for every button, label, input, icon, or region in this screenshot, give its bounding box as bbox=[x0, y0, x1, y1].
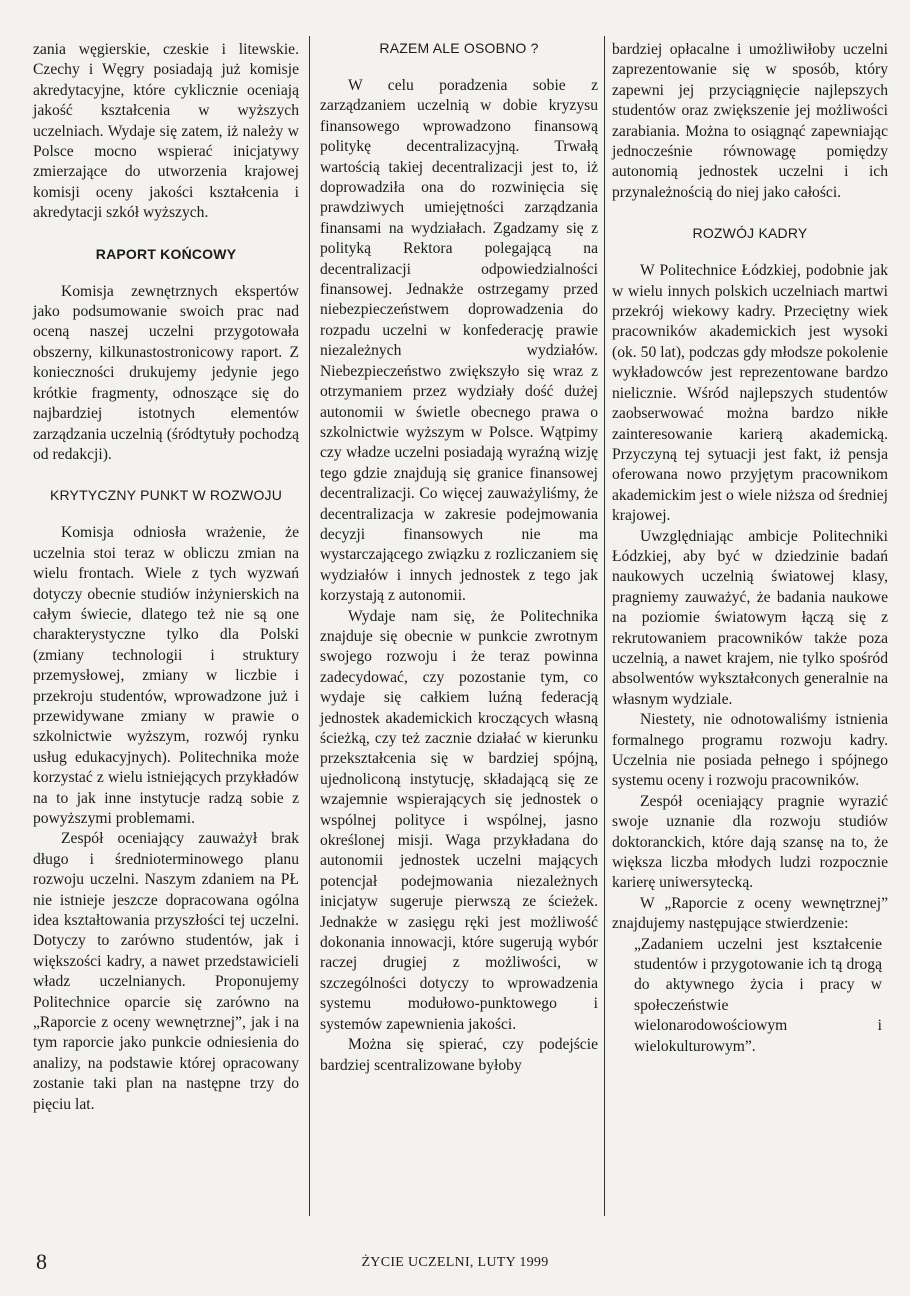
paragraph: W „Raporcie z oceny wewnętrznej” znajdujemy następujące stwierdzenie: bbox=[612, 894, 888, 933]
section-heading: KRYTYCZNY PUNKT W ROZWOJU bbox=[49, 487, 283, 504]
paragraph: Można się spierać, czy podejście bardziej scentralizowane byłoby bbox=[320, 1036, 598, 1074]
paragraph: W Politechnice Łódzkiej, podobnie jak w wielu innych polskich uczelniach martwi przekrój wiekowy kadry. Przeciętny wiek pracowników akademickich jest wysoki (ok. 50 lat), podczas gdy młodsze pokolenie wykładowców jest reprezentowane bardzo nielicznie. Wśród najlepszych studentów zaobserwować można bardzo nikłe zainteresowanie karierą akademicką. Przyczyną tej sytuacji jest fakt, iż pensja oferowana nowo przyjętym pracownikom akademickim jest o wiele niższa od średniej krajowej. bbox=[612, 262, 888, 525]
section-heading: RAPORT KOŃCOWY bbox=[95, 245, 237, 262]
journal-issue: ŻYCIE UCZELNI, LUTY 1999 bbox=[361, 1255, 549, 1270]
column-divider bbox=[309, 36, 310, 1216]
paragraph: W celu poradzenia sobie z zarządzaniem uczelnią w dobie kryzysu finansowego wprowadzono finansową politykę decentralizacyjną. Trwałą wartością takiej decentralizacji jest to, iż doprowadziła ona do rozwinięcia się prawdziwych umiejętności zarządzania finansami na wydziałach. Zgadzamy się z polityką Rektora polegającą na decentralizacji odpowiedzialności finansowej. Jednakże ostrzegamy przed niebezpieczeństwem doprowadzenia do rozpadu uczelni w konfederację prawie niezależnych wydziałów. Niebezpieczeństwo zwiększyło się wraz z otrzymaniem przez wydziały dość dużej autonomii w świetle obecnego prawa o szkolnictwie wyższym w Polsce. Wątpimy czy władze uczelni posiadają wyraźną wizję tego gdzie znajdują się granice finansowej decentralizacji. Co więcej zauważyliśmy, że decentralizacja w zakresie podejmowania decyzji finansowych nie ma wystarczającego związku z rozliczaniem się wydziałów i innych jednostek z tego jak korzystają z autonomii. bbox=[320, 77, 598, 605]
column-divider bbox=[604, 36, 605, 1216]
section-heading: ROZWÓJ KADRY bbox=[692, 225, 808, 242]
paragraph: Zespół oceniający zauważył brak długo i średnioterminowego planu rozwoju uczelni. Naszym zdaniem na PŁ nie istnieje jeszcze dopracowana ogólna idea kształtowania przyszłości tej uczelni. Dotyczy to zarówno studentów, jak i większości kadry, a nawet przedstawicieli władz uczelnianych. Proponujemy Politechnice oparcie się zarówno na „Raporcie z oceny wewnętrznej”, jak i na tym raporcie jako punkcie odniesienia do analizy, na podstawie której opracowany zostanie taki plan na następne trzy do pięciu lat. bbox=[33, 830, 299, 1113]
column-right bbox=[612, 40, 888, 1057]
column-left bbox=[33, 40, 299, 1115]
quotation: „Zadaniem uczelni jest kształcenie studentów i przygotowanie ich tą drogą do aktywnego życia i pracy w społeczeństwie wielonarodowościowym i wielokulturowym”. bbox=[634, 935, 882, 1055]
paragraph: Uwzględniając ambicje Politechniki Łódzkiej, aby być w dziedzinie badań naukowych uczelnią światowej klasy, pragniemy zauważyć, że badania naukowe na poziomie światowym łączą się z rekrutowaniem pracowników także poza uczelnią, a nawet krajem, nie tylko spośród absolwentów wykształconych generalnie na własnym wydziale. bbox=[612, 527, 888, 708]
column-middle bbox=[320, 40, 598, 1076]
paragraph: bardziej opłacalne i umożliwiłoby uczelni zaprezentowanie się w sposób, który zapewni jej przyciągnięcie najlepszych studentów oraz zwiększenie jej możliwości zarabiania. Można to osiągnąć zapewniając jednocześnie równowagę pomiędzy autonomią jednostek uczelni i ich przynależnością do niej jako całości. bbox=[612, 41, 888, 201]
paragraph: Niestety, nie odnotowaliśmy istnienia formalnego programu rozwoju kadry. Uczelnia nie posiada pełnego i spójnego systemu oceny i rozwoju pracowników. bbox=[612, 711, 888, 790]
section-heading: RAZEM ALE OSOBNO ? bbox=[379, 40, 539, 56]
paragraph: Komisja odniosła wrażenie, że uczelnia stoi teraz w obliczu zmian na wielu frontach. Wiele z tych wyzwań dotyczy obecnie studiów inżynierskich na całym świecie, dlatego też nie są one charakterystyczne tylko dla Polski (zmiany technologii i struktury przemysłowej, zmiany w liczbie i przekroju studentów, wprowadzone już i przewidywane zmiany w prawie o szkolnictwie wyższym, rozwój rynku usług edukacyjnych). Politechnika może korzystać z wielu istniejących przykładów na to jak inne instytucje radzą sobie z powyższymi problemami. bbox=[33, 524, 299, 827]
page-number: 8 bbox=[36, 1249, 47, 1274]
paragraph: Zespół oceniający pragnie wyrazić swoje uznanie dla rozwoju studiów doktoranckich, które dają szansę na to, że większa liczba młodych ludzi rozpocznie karierę uniwersytecką. bbox=[612, 792, 888, 892]
paragraph: Komisja zewnętrznych ekspertów jako podsumowanie swoich prac nad oceną naszej uczelni przygotowała obszerny, kilkunastostronicowy raport. Z konieczności drukujemy jedynie jego krótkie fragmenty, odnoszące się do najbardziej istotnych elementów zarządzania uczelnią (śródtytuły pochodzą od redakcji). bbox=[33, 282, 299, 463]
paragraph: Wydaje nam się, że Politechnika znajduje się obecnie w punkcie zwrotnym swojego rozwoju i że teraz powinna zadecydować, czy pozostanie tym, co wydaje się całkiem luźną federacją jednostek akademickich kroczących własną ścieżką, czy też zacznie działać w kierunku przekształcenia się w bardziej spójną, ujednoliconą instytucję, składającą się ze wzajemnie wspierających się jednostek o wspólnej polityce i wspólnej, jasno określonej misji. Waga przykładana do autonomii jednostek uczelni mających potencjał podejmowania niezależnych inicjatyw sugeruje pierwszą ze ścieżek. Jednakże w zasięgu ręki jest możliwość dokonania innowacji, które sugerują wybór raczej drugiej z możliwości, w szczególności dotyczy to wprowadzenia systemu modułowo-punktowego i systemów zapewnienia jakości. bbox=[320, 607, 598, 1033]
paragraph: zania węgierskie, czeskie i litewskie. Czechy i Węgry posiadają już komisje akredytacyjne, które cyklicznie oceniają jakość kształcenia w wyższych uczelniach. Wydaje się zatem, iż należy w Polsce mocno wspierać inicjatywy zmierzające do utworzenia krajowej komisji oceny jakości kształcenia i akredytacji szkół wyższych. bbox=[33, 41, 299, 222]
